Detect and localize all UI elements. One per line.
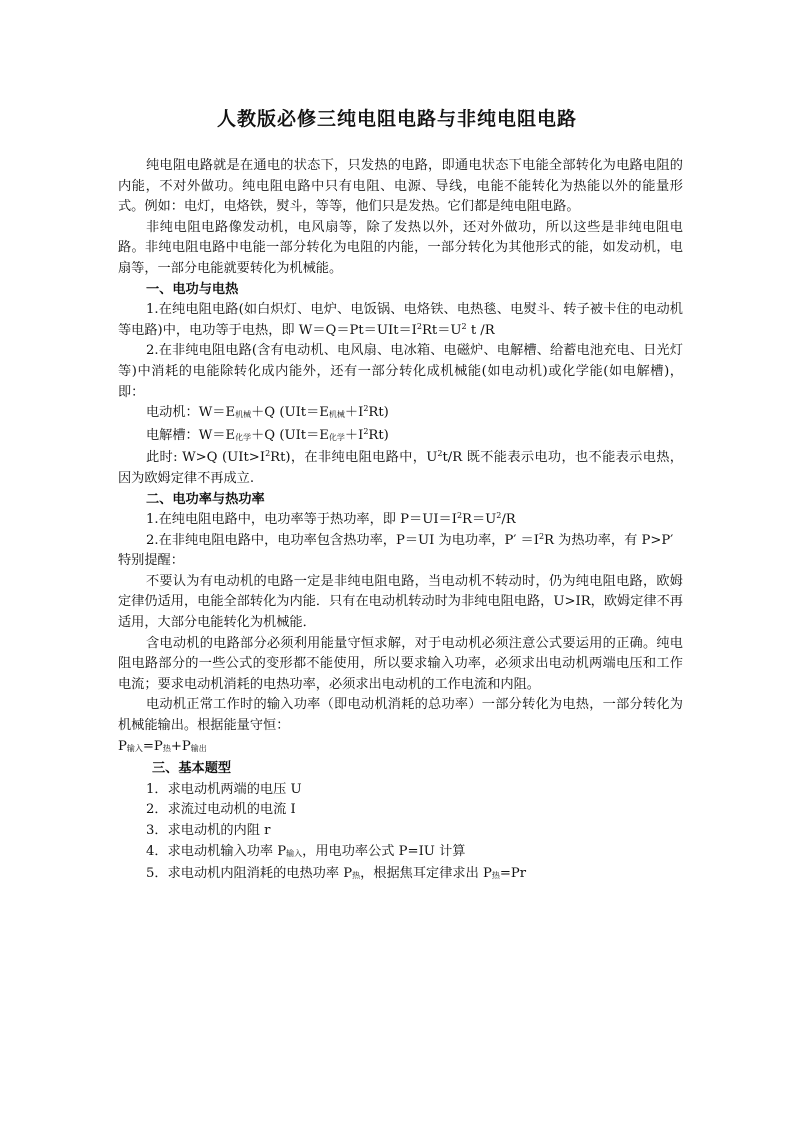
energy-conservation-formula: $P_{输入}=P_热+P_{输出}$ — [118, 738, 207, 754]
motor-formula: 电动机：$W=E_{机械}+Q$ $(UIt=E_{机械}+I^2Rt)$ — [146, 404, 389, 421]
question-type-3: 3．求电动机的内阻 r — [146, 823, 271, 838]
question-type-5: 5．求电动机内阻消耗的电热功率 $P_热$，根据焦耳定律求出 $P_热=Pr$ — [146, 866, 527, 882]
note-paragraph-1: 不要认为有电动机的电路一定是非纯电阻电路，当电动机不转动时，仍为纯电阻电路，欧姆定律仍适用，电能全部转化为内能．只有在电动机转动时为非纯电阻电路，U>IR，欧姆定律不再适用，大部分电能转化为机械能． — [118, 573, 683, 631]
electrolysis-formula: 电解槽：$W=E_{化学}+Q$ $(UIt=E_{化学}+I^2Rt)$ — [146, 426, 389, 443]
note-label: 特别提醒： — [118, 553, 184, 569]
page-title: 人教版必修三纯电阻电路与非纯电阻电路 — [216, 108, 577, 130]
section-2-heading: 二、电功率与热功率 — [146, 491, 265, 507]
note-paragraph-2: 含电动机的电路部分必须利用能量守恒求解，对于电动机必须注意公式要运用的正确。纯电阻电路部分的一些公式的变形都不能使用，所以要求输入功率，必须求出电动机两端电压和工作电流；要求电动机消耗的电热功率，必须求出电动机的工作电流和内阻。 — [118, 635, 683, 692]
note-paragraph-3: 电动机正常工作时的输入功率（即电动机消耗的总功率）一部分转化为电热，一部分转化为机械能输出。根据能量守恒： — [118, 697, 683, 734]
section-3-heading: 三、基本题型 — [152, 761, 232, 777]
document-body — [118, 156, 683, 887]
section-1-item-2: 2.在非纯电阻电路(含有电动机、电风扇、电冰箱、电磁炉、电解槽、给蓄电池充电、日光灯等)中消耗的电能除转化成内能外，还有一部分转化成机械能(如电动机)或化学能(如电解槽)，即： — [118, 343, 683, 400]
section-2-item-1: 1.在纯电阻电路中，电功率等于热功率，即 $P=UI=I^2R=U^2/R$ — [146, 511, 516, 528]
section-1-item-1: 1.在纯电阻电路(如白炽灯、电炉、电饭锅、电烙铁、电热毯、电熨斗、转子被卡住的电动机等电路)中，电功等于电热，即 $W=Q=Pt=UIt=I^2Rt=U^2$ t /R — [118, 302, 683, 338]
section-2-item-2: 2.在非纯电阻电路中，电功率包含热功率，P＝UI 为电功率，$P' =I^2R$ 为热功率，有 P>P′ — [146, 531, 674, 548]
question-type-2: 2．求流过电动机的电流 I — [146, 802, 296, 818]
intro-paragraph-1: 纯电阻电路就是在通电的状态下，只发热的电路，即通电状态下电能全部转化为电路电阻的内能，不对外做功。纯电阻电路中只有电阻、电源、导线，电能不能转化为热能以外的能量形式。例如：电灯，电烙铁，熨斗，等等，他们只是发热。它们都是纯电阻电路。 — [118, 158, 683, 215]
intro-paragraph-2: 非纯电阻电路像发动机，电风扇等，除了发热以外，还对外做功，所以这些是非纯电阻电路。非纯电阻电路中电能一部分转化为电阻的内能，一部分转化为其他形式的能，如发动机，电扇等，一部分电能就要转化为机械能。 — [118, 219, 683, 276]
section-1-heading: 一、电功与电热 — [146, 281, 239, 297]
section-1-conclusion: 此时: W>Q $(UIt>I^2Rt)$，在非纯电阻电路中，$U^2t/R$ 既不能表示电功，也不能表示电热，因为欧姆定律不再成立. — [118, 449, 683, 486]
question-type-1: 1．求电动机两端的电压 U — [146, 781, 302, 797]
question-type-4: 4．求电动机输入功率 $P_{输入}$，用电功率公式 P=IU 计算 — [146, 843, 466, 859]
